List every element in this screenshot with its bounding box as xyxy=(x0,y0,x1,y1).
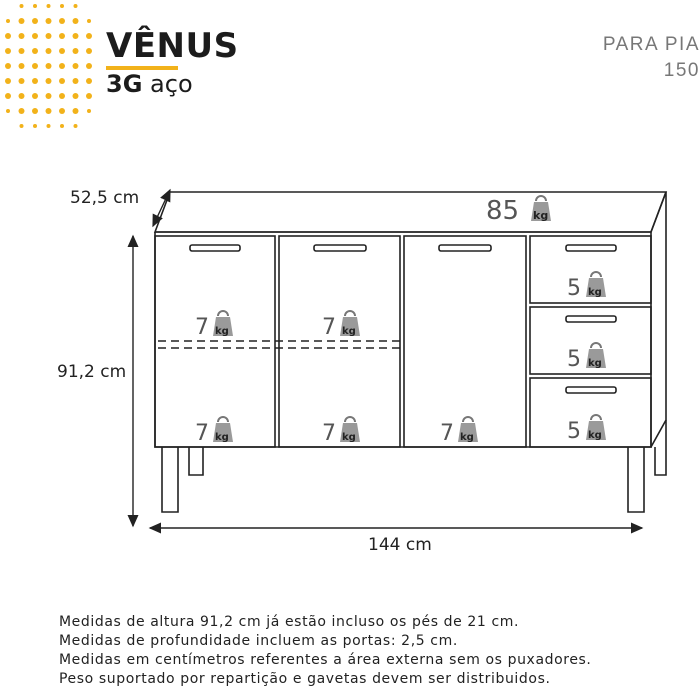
weight-value: 7 xyxy=(195,421,209,446)
weight-door-right xyxy=(440,417,478,446)
weight-unit: kg xyxy=(533,209,549,222)
notes-block xyxy=(59,613,591,689)
weight-door-lower-left xyxy=(195,417,233,446)
weight-value: 85 xyxy=(486,196,520,226)
weight-value: 7 xyxy=(322,315,336,340)
weight-door-upper-left xyxy=(195,311,233,340)
width-label: 144 cm xyxy=(368,535,432,555)
weight-drawer-middle xyxy=(567,343,606,372)
weight-unit: kg xyxy=(588,358,602,369)
height-label: 91,2 cm xyxy=(57,362,127,382)
corner-line-2: 150 xyxy=(663,60,700,81)
weight-drawer-bottom xyxy=(567,415,606,444)
weight-value: 7 xyxy=(195,315,209,340)
weight-drawer-top xyxy=(567,272,606,301)
note-weight: Peso suportado por repartição e gavetas devem ser distribuidos. xyxy=(59,671,551,687)
weight-value: 7 xyxy=(322,421,336,446)
weight-top xyxy=(486,196,551,226)
brand-model-bold: 3G xyxy=(106,70,143,98)
weight-value: 5 xyxy=(567,419,581,444)
brand-name: VÊNUS xyxy=(106,26,239,66)
weight-value: 7 xyxy=(440,421,454,446)
weight-unit: kg xyxy=(460,432,474,443)
corner-line-1: PARA PIA xyxy=(602,34,700,55)
depth-label: 52,5 cm xyxy=(70,188,140,208)
weight-unit: kg xyxy=(215,432,229,443)
brand-model-material: aço xyxy=(142,70,193,98)
weight-door-lower-middle xyxy=(322,417,360,446)
dimension-lines xyxy=(133,190,642,528)
weight-door-upper-middle xyxy=(322,311,360,340)
weight-value: 5 xyxy=(567,276,581,301)
note-depth: Medidas de profundidade incluem as portas: 2,5 cm. xyxy=(59,633,458,649)
weight-unit: kg xyxy=(342,326,356,337)
note-height: Medidas de altura 91,2 cm já estão incluso os pés de 21 cm. xyxy=(59,614,520,630)
weight-unit: kg xyxy=(215,326,229,337)
weight-value: 5 xyxy=(567,347,581,372)
weight-unit: kg xyxy=(588,287,602,298)
note-units: Medidas em centímetros referentes a área externa sem os puxadores. xyxy=(59,652,592,668)
weight-unit: kg xyxy=(342,432,356,443)
weight-unit: kg xyxy=(588,430,602,441)
